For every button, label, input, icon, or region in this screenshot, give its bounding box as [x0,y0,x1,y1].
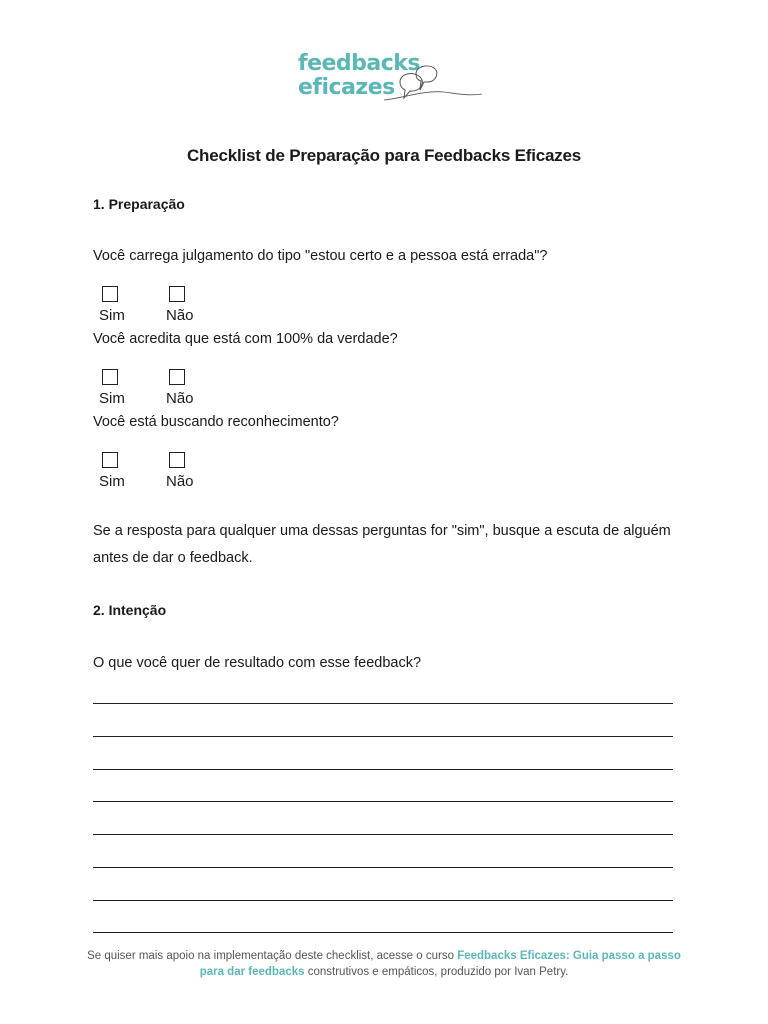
option-yes-2[interactable] [99,369,159,407]
option-label: Sim [99,473,125,490]
document-title: Checklist de Preparação para Feedbacks Eficazes [186,146,582,165]
answer-line[interactable] [93,801,673,802]
option-yes-1[interactable] [99,286,159,324]
checkbox[interactable] [169,369,185,385]
option-label: Não [166,390,194,407]
option-label: Não [166,307,194,324]
footer-suffix: construtivos e empáticos, produzido por Ivan Petry. [304,966,569,978]
answer-line[interactable] [93,703,673,704]
option-no-2[interactable] [166,369,226,407]
intention-question: O que você quer de resultado com esse feedback? [93,655,422,671]
question-1: Você carrega julgamento do tipo "estou certo e a pessoa está errada"? [93,248,548,264]
answer-line[interactable] [93,867,673,868]
answer-line[interactable] [93,834,673,835]
logo-line-1: feedbacks [298,51,421,76]
option-label: Sim [99,390,125,407]
option-label: Não [166,473,194,490]
checkbox[interactable] [102,286,118,302]
logo-line-2: eficazes [298,75,395,100]
option-no-3[interactable] [166,452,226,490]
section-1-heading: 1. Preparação [93,196,185,212]
course-link[interactable]: Feedbacks Eficazes: Guia passo a passo para dar feedbacks [199,950,681,978]
answer-line[interactable] [93,900,673,901]
checkbox[interactable] [102,452,118,468]
option-no-1[interactable] [166,286,226,324]
answer-line[interactable] [93,932,673,933]
answer-line[interactable] [93,736,673,737]
footer-note [80,948,688,980]
logo [284,48,484,112]
section-2-heading: 2. Intenção [93,602,167,618]
section-1-note: Se a resposta para qualquer uma dessas perguntas for "sim", busque a escuta de alguém antes de dar o feedback. [93,523,671,566]
speech-bubbles-icon [384,60,484,110]
question-2: Você acredita que está com 100% da verdade? [93,331,398,347]
checkbox[interactable] [102,369,118,385]
option-label: Sim [99,307,125,324]
question-3: Você está buscando reconhecimento? [93,414,339,430]
checkbox[interactable] [169,452,185,468]
checkbox[interactable] [169,286,185,302]
footer-prefix: Se quiser mais apoio na implementação deste checklist, acesse o curso [87,950,458,962]
option-yes-3[interactable] [99,452,159,490]
answer-line[interactable] [93,769,673,770]
